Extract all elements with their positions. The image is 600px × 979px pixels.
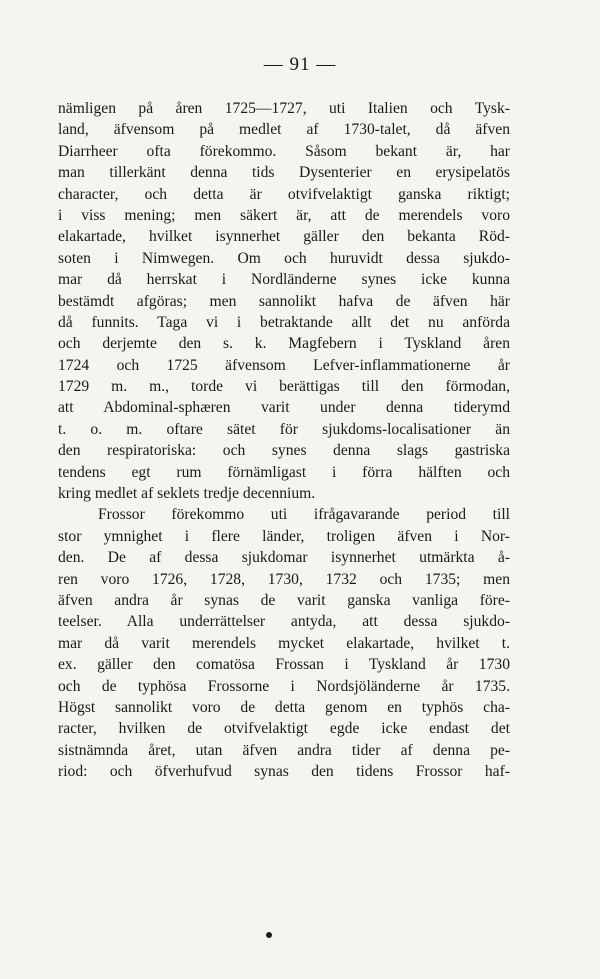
text-line: ren voro 1726, 1728, 1730, 1732 och 1735; men xyxy=(58,570,510,588)
text-line: racter, hvilken de otvifvelaktigt egde icke endast det xyxy=(58,720,510,738)
text-line: 1729 m. m., torde vi berättigas till den förmodan, xyxy=(58,378,510,396)
text-line: land, äfvensom på medlet af 1730-talet, då äfven xyxy=(58,121,510,139)
text-line: t. o. m. oftare sätet för sjukdoms-localisationer än xyxy=(58,420,510,438)
text-line: den. De af dessa sjukdomar isynnerhet utmärkta å- xyxy=(58,549,510,567)
text-line: 1724 och 1725 äfvensom Lefver-inflammationerne år xyxy=(58,356,510,374)
text-line: mar då varit merendels mycket elakartade, hvilket t. xyxy=(58,634,510,652)
text-line: Diarrheer ofta förekommo. Såsom bekant är, har xyxy=(58,142,510,160)
text-line: stor ymnighet i flere länder, troligen äfven i Nor- xyxy=(58,527,510,545)
text-line: man tillerkänt denna tids Dysenterier en erysipelatös xyxy=(58,164,510,182)
text-line: teelser. Alla underrättelser antyda, att dessa sjukdo- xyxy=(58,613,510,631)
text-line: mar då herrskat i Nordländerne synes icke kunna xyxy=(58,271,510,289)
signature-mark xyxy=(266,932,272,938)
text-line: riod: och öfverhufvud synas den tidens Frossor haf- xyxy=(58,763,510,781)
text-line: elakartade, hvilket isynnerhet gäller den bekanta Röd- xyxy=(58,228,510,246)
text-line: Högst sannolikt voro de detta genom en typhös cha- xyxy=(58,698,510,716)
text-line: character, och detta är otvifvelaktigt ganska riktigt; xyxy=(58,185,510,203)
body-text xyxy=(58,98,510,783)
text-line: då funnits. Taga vi i betraktande allt det nu anförda xyxy=(58,313,510,331)
text-line: den respiratoriska: och synes denna slags gastriska xyxy=(58,442,510,460)
text-line: äfven andra år synas de varit ganska vanliga före- xyxy=(58,591,510,609)
text-line: Frossor förekommo uti ifrågavarande period till xyxy=(98,506,510,524)
text-line: ex. gäller den comatösa Frossan i Tyskland år 1730 xyxy=(58,656,510,674)
text-line: sistnämnda året, utan äfven andra tider af denna pe- xyxy=(58,741,510,759)
text-line: och de typhösa Frossorne i Nordsjöländerne år 1735. xyxy=(58,677,510,695)
text-line: kring medlet af seklets tredje decennium. xyxy=(58,485,316,503)
page-number: — 91 — xyxy=(263,54,337,75)
text-line: bestämdt afgöras; men sannolikt hafva de äfven här xyxy=(58,292,510,310)
text-line: i viss mening; men säkert är, att de merendels voro xyxy=(58,206,510,224)
text-line: att Abdominal-sphæren varit under denna tiderymd xyxy=(58,399,510,417)
text-line: soten i Nimwegen. Om och huruvidt dessa sjukdo- xyxy=(58,249,510,267)
text-line: och derjemte den s. k. Magfebern i Tyskland åren xyxy=(58,335,510,353)
text-line: tendens egt rum förnämligast i förra hälften och xyxy=(58,463,510,481)
text-line: nämligen på åren 1725—1727, uti Italien och Tysk- xyxy=(58,100,510,117)
